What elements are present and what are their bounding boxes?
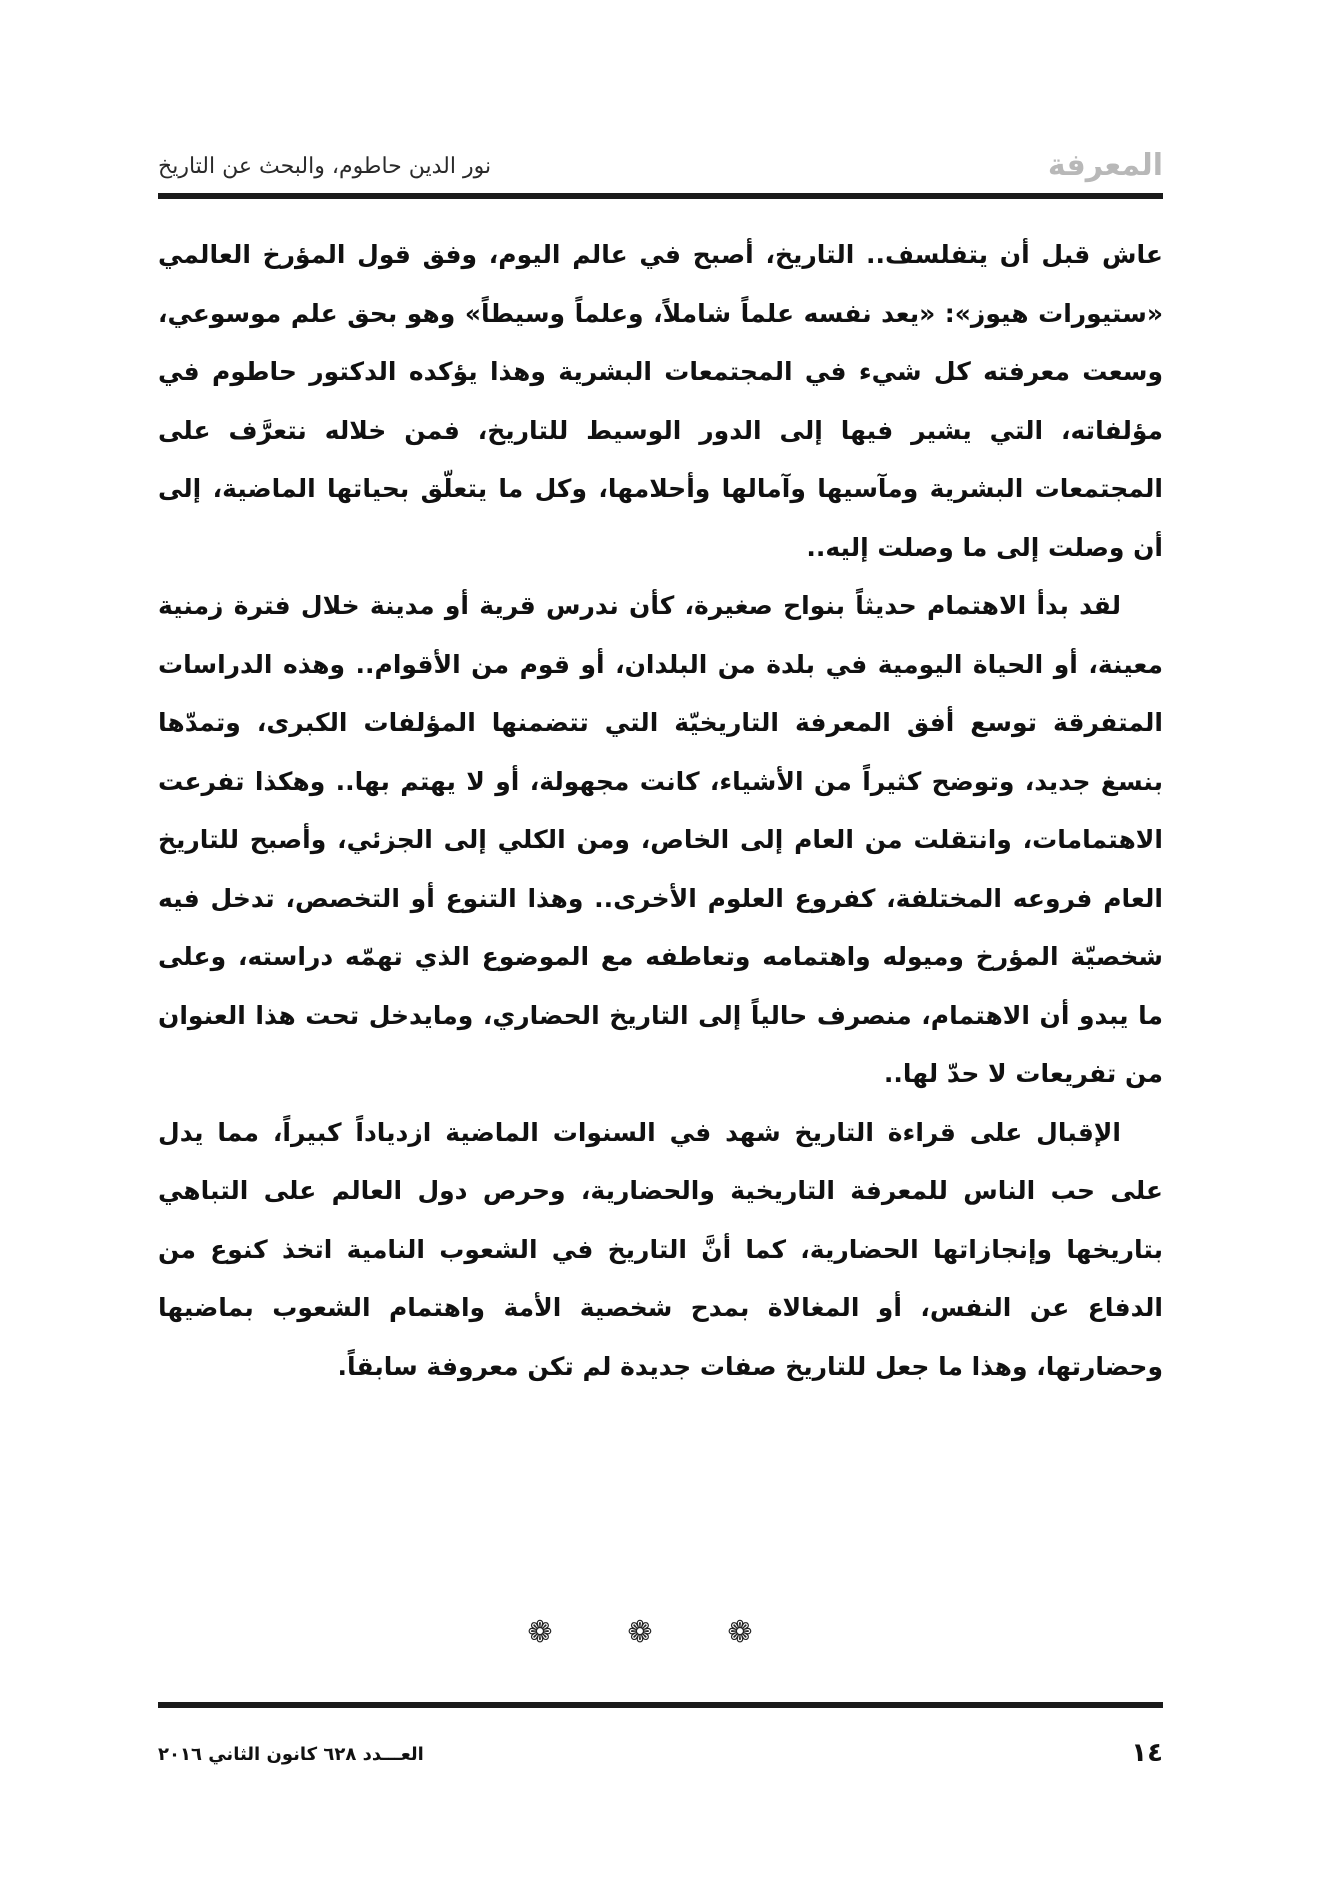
running-header — [158, 150, 1163, 195]
section-end-ornaments — [520, 1612, 760, 1652]
issue-info: العـــدد ٦٢٨ كانون الثاني ٢٠١٦ — [158, 1744, 424, 1765]
article-title: نور الدين حاطوم، والبحث عن التاريخ — [158, 154, 492, 179]
flower-ornament-icon: ❁ — [627, 1614, 653, 1650]
flower-ornament-icon: ❁ — [727, 1614, 753, 1650]
paragraph-1: عاش قبل أن يتفلسف.. التاريخ، أصبح في عالم اليوم، وفق قول المؤرخ العالمي «ستيورات هيوز»: «يعد نفسه علماً شاملاً، وعلماً وسيطاً» وهو بحق علم موسوعي، وسعت معرفته كل شيء في المجتمعات البشرية وهذا يؤكده الدكتور حاطوم في مؤلفاته، التي يشير فيها إلى الدور الوسيط للتاريخ، فمن خلاله نتعرَّف على المجتمعات البشرية ومآسيها وآمالها وأحلامها، وكل ما يتعلّق بحياتها الماضية، إلى أن وصلت إلى ما وصلت إليه.. — [158, 240, 1163, 562]
header-divider — [158, 193, 1163, 199]
flower-ornament-icon: ❁ — [527, 1614, 553, 1650]
paragraph-3: الإقبال على قراءة التاريخ شهد في السنوات الماضية ازدياداً كبيراً، مما يدل على حب الناس للمعرفة التاريخية والحضارية، وحرص دول العالم على التباهي بتاريخها وإنجازاتها الحضارية، كما أنَّ التاريخ في الشعوب النامية اتخذ كنوع من الدفاع عن النفس، أو المغالاة بمدح شخصية الأمة واهتمام الشعوب بماضيها وحضارتها، وهذا ما جعل للتاريخ صفات جديدة لم تكن معروفة سابقاً. — [158, 1117, 1163, 1381]
article-body — [158, 226, 1163, 1396]
magazine-logo: المعرفة — [1047, 148, 1163, 183]
page-number: ١٤ — [1131, 1738, 1163, 1768]
paragraph-2: لقد بدأ الاهتمام حديثاً بنواح صغيرة، كأن ندرس قرية أو مدينة خلال فترة زمنية معينة، أو الحياة اليومية في بلدة من البلدان، أو قوم من الأقوام.. وهذه الدراسات المتفرقة توسع أفق المعرفة التاريخيّة التي تتضمنها المؤلفات الكبرى، وتمدّها بنسغ جديد، وتوضح كثيراً من الأشياء، كانت مجهولة، أو لا يهتم بها.. وهكذا تفرعت الاهتمامات، وانتقلت من العام إلى الخاص، ومن الكلي إلى الجزئي، وأصبح للتاريخ العام فروعه المختلفة، كفروع العلوم الأخرى.. وهذا التنوع أو التخصص، تدخل فيه شخصيّة المؤرخ وميوله واهتمامه وتعاطفه مع الموضوع الذي تهمّه دراسته، وعلى ما يبدو أن الاهتمام، منصرف حالياً إلى التاريخ الحضاري، ومايدخل تحت هذا العنوان من تفريعات لا حدّ لها.. — [158, 591, 1163, 1088]
footer-divider — [158, 1702, 1163, 1708]
page-footer — [158, 1738, 1163, 1778]
